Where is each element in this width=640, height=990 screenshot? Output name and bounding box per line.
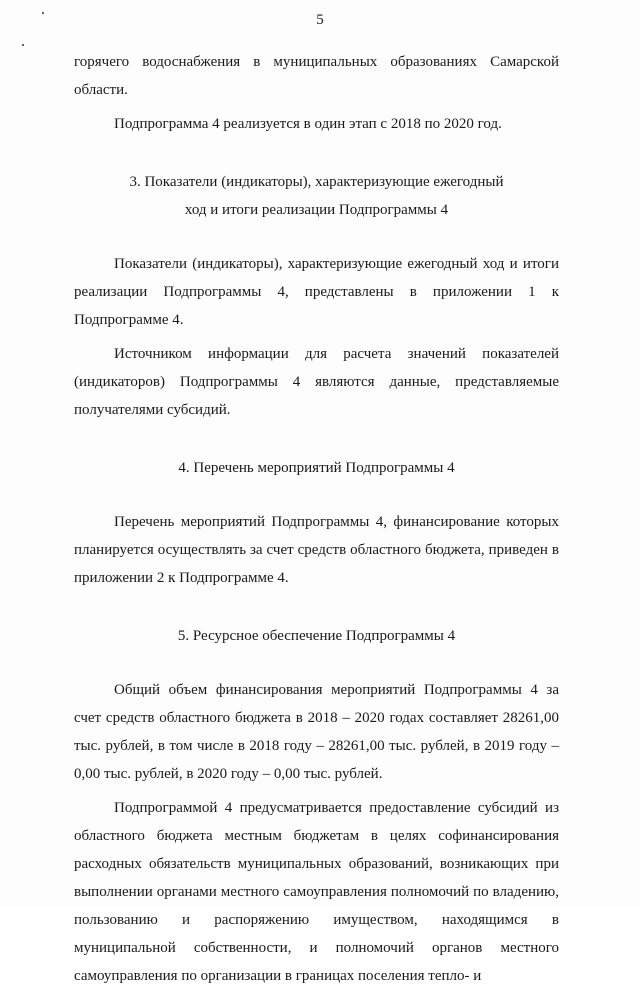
intro-continuation-paragraph: горячего водоснабжения в муниципальных образованиях Самарской области. (74, 54, 559, 98)
section-4-paragraph-1: Перечень мероприятий Подпрограммы 4, финансирование которых планируется осуществлять за счет средств областного бюджета, приведен в приложении 2 к Подпрограмме 4. (74, 514, 559, 586)
intro-stage-paragraph: Подпрограмма 4 реализуется в один этап с 2018 по 2020 год. (114, 116, 502, 132)
section-4-heading: 4. Перечень мероприятий Подпрограммы 4 (178, 460, 455, 476)
section-5-heading: 5. Ресурсное обеспечение Подпрограммы 4 (177, 628, 456, 644)
section-3-heading-line-2: ход и итоги реализации Подпрограммы 4 (184, 202, 449, 218)
page-number: 5 (316, 12, 324, 28)
section-5-paragraph-1: Общий объем финансирования мероприятий Подпрограммы 4 за счет средств областного бюджета в 2018 – 2020 годах составляет 28261,00 тыс. рублей, в том числе в 2018 году – 28261,00 тыс. рублей, в 2019 году – 0,00 тыс. рублей, в 2020 году – 0,00 тыс. рублей. (74, 682, 559, 782)
scan-speck (22, 44, 24, 46)
section-3-paragraph-2: Источником информации для расчета значений показателей (индикаторов) Подпрограммы 4 являются данные, представляемые получателями субсидий. (74, 346, 559, 418)
document-body (74, 48, 559, 990)
section-3-paragraph-1: Показатели (индикаторы), характеризующие ежегодный ход и итоги реализации Подпрограммы 4, представлены в приложении 1 к Подпрограмме 4. (74, 256, 559, 328)
section-3-heading-line-1: 3. Показатели (индикаторы), характеризующие ежегодный (129, 174, 504, 190)
section-5-paragraph-2: Подпрограммой 4 предусматривается предоставление субсидий из областного бюджета местным бюджетам в целях софинансирования расходных обязательств муниципальных образований, возникающих при выполнении органами местного самоуправления полномочий по владению, пользованию и распоряжению имуществом, находящимся в муниципальной собственности, и полномочий органов местного самоуправления по организации в границах поселения тепло- и (74, 800, 559, 984)
